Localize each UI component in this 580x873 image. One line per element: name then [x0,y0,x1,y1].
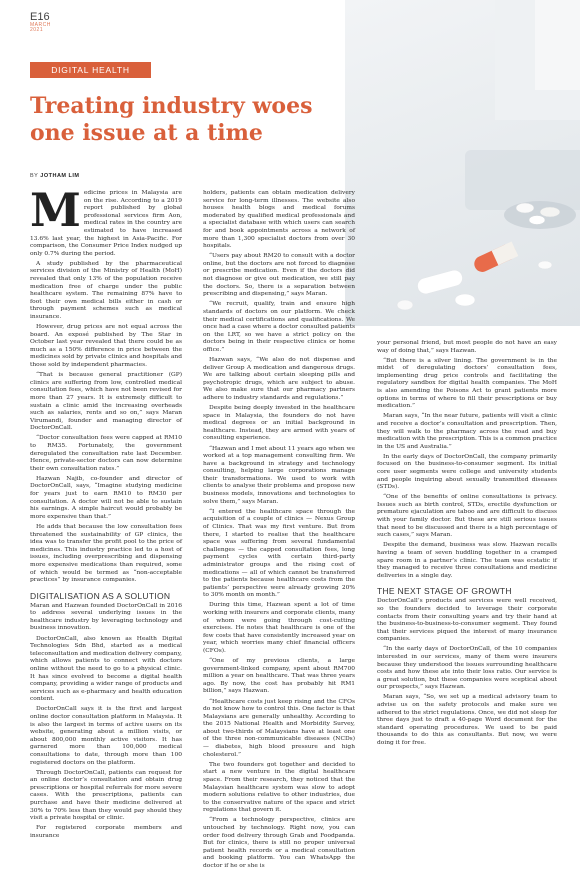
paragraph: A study published by the pharmaceutical services division of the Ministry of Health (MoH) revealed that only 13% of the population receive medication free of charge under the public healthcare system. The remaining 87% have to foot their own medical bills either in cash or through payment schemes such as medical insurance. [30,260,182,320]
paragraph: Maran says, “So, we set up a medical advisory team to advise us on the safety protocols and make sure we adhered to the strict regulations. Once, we did not sleep for three days just to draft a 40-page Word document for the standard operating procedures. We used to be paid thousands to do this as consultants. But now, we were doing it for free. [377,694,557,746]
dropcap: M [30,183,81,237]
issue-month: MARCH [30,22,51,28]
pills-illustration [345,0,580,326]
paragraph: “But there is a silver lining. The government is in the midst of deregulating doctors’ consultation fees, implementing drug price controls and facilitating the regulatory sandbox for digital health companies. The MoH is also amending the Poisons Act to grant patients more options in terms of where to fill their prescriptions or buy medication.” [377,357,557,410]
byline [30,173,80,179]
byline-prefix: BY [30,173,39,179]
paragraph: DoctorOnCall’s products and services were well received, so the founders decided to leverage their corporate contacts from their consulting years and try their hand at the business-to-business-to-consumer segment. They found that their services piqued the interest of many insurance companies. [377,598,557,643]
paragraph: “Doctor consultation fees were capped at RM10 to RM35. Fortunately, the government deregulated the consultation rate last December. Hence, private-sector doctors can now determine their own consultation rates.” [30,435,182,472]
paragraph: However, drug prices are not equal across the board. An exposé published by The Star in October last year revealed that there could be as much as a 150% difference in price between the medicines sold by private clinics and hospitals and those sold by independent pharmacies. [30,324,182,369]
article-column-3 [377,340,557,750]
paragraph: “We recruit, qualify, train and ensure high standards of doctors on our platform. We check their medical certifications and qualifications. We once had a case where a doctor consulted patients on the LRT, so we have a strict policy on the doctors being in their respective clinics or home office.” [203,301,355,353]
paragraph: Maran and Hazwan founded DoctorOnCall in 2016 to address several underlying issues in the healthcare industry by leveraging technology and business innovation. [30,602,182,632]
paragraph: During this time, Hazwan spent a lot of time working with insurers and corporate clients, many of whom were going through cost-cutting exercises. He notes that healthcare is one of the few costs that have consistently increased year on year, which worries many chief financial officers (CFOs). [203,602,355,654]
paragraph: holders, patients can obtain medication delivery service for long-term illnesses. The website also houses health blogs and medical forums moderated by qualified medical professionals and a specialist database with which users can search for and book appointments across a network of more than 1,300 specialist doctors from over 30 hospitals. [203,190,355,250]
subheading-next-stage: THE NEXT STAGE OF GROWTH [377,586,512,597]
paragraph: your personal friend, but most people do not have an easy way of doing that,” says Hazwan. [377,340,557,354]
paragraph: Hazwan says, “We also do not dispense and deliver Group A medication and dangerous drugs. We are talking about certain sleeping pills and psychotropic drugs, which are subject to abuse. We also make sure that our pharmacy partners adhere to industry standards and regulations.” [203,356,355,401]
headline: Treating industry woes one issue at a time [30,93,313,146]
paragraph: “In the early days of DoctorOnCall, of the 10 companies interested in our services, many of them were insurers because they understood the issues surrounding healthcare costs and how these ate into their loss ratio. Our service is a great solution, but these companies were sceptical about our prospects,” says Hazwan. [377,646,557,691]
page-header [30,12,51,33]
paragraph: For registered corporate members and insurance [30,825,182,839]
paragraph: “Healthcare costs just keep rising and the CFOs do not know how to control this. One factor is that Malaysians are generally unhealthy. According to the 2015 National Health and Morbidity Survey, about two-thirds of Malaysians have at least one of the three non-communicable diseases (NCDs) — diabetes, high blood pressure and high cholesterol.” [203,698,355,758]
byline-author: JOTHAM LIM [40,173,80,179]
paragraph: “From a technology perspective, clinics are untouched by technology. Right now, you can order food delivery through Grab and Foodpanda. But for clinics, there is still no proper universal patient health records or a medical consultation and booking platform. You can WhatsApp the doctor if he or she is [203,817,355,869]
paragraph: “I entered the healthcare space through the acquisition of a couple of clinics — Nexus Group of Clinics. That was my first venture. But from there, I started to realise that the healthcare space was suffering from several fundamental challenges — the capped consultation fees, long payment cycles with certain third-party administrator groups and the rising cost of medications — all of which cannot be transferred to the patients because healthcare costs from the patients’ perspective were already growing 20% to 30% month on month.” [203,508,355,599]
page-number: E16 [30,11,50,23]
paragraph: DoctorOnCall, also known as Health Digital Technologies Sdn Bhd, started as a medical teleconsultation and medication delivery company, which allows patients to connect with doctors online without the need to go to a physical clinic. It has since evolved to become a digital health company, providing a wider range of products and services such as e-pharmacy and health education content. [30,635,182,703]
paragraph: Despite the demand, business was slow. Hazwan recalls having a team of seven huddling together in a cramped spare room in a partner’s clinic. The team was ecstatic if they managed to receive three consultations and medicine deliveries in a single day. [377,542,557,579]
paragraph: The two founders got together and decided to start a new venture in the digital healthcare space. From their research, they noticed that the Malaysian healthcare system was slow to adopt modern solutions relative to other industries, due to the conservative nature of the space and strict regulations that govern it. [203,761,355,814]
paragraph: Despite being deeply invested in the healthcare space in Malaysia, the founders do not have medical degrees or an initial background in healthcare. Instead, they are armed with years of consulting experience. [203,405,355,442]
paragraph: DoctorOnCall says it is the first and largest online doctor consultation platform in Malaysia. It is also the largest in terms of active users on its website, generating about a million visits, or about 800,000 monthly active visitors. It has garnered more than 100,000 medical consultations to date, through more than 100 registered doctors on the platform. [30,706,182,766]
paragraph: Through DoctorOnCall, patients can request for an online doctor’s consultation and obtain drug prescriptions or hospital referrals for more severe cases. With the prescriptions, patients can purchase and have their medicine delivered at 30% to 70% less than they would pay should they visit a private hospital or clinic. [30,769,182,822]
paragraph: “One of the benefits of online consultations is privacy. Issues such as birth control, STDs, erectile dysfunction or premature ejaculation are taboo and are difficult to discuss with your family doctor. But these are still serious issues that need to be discussed and there is a high percentage of such cases,” says Maran. [377,494,557,539]
paragraph: “Users pay about RM20 to consult with a doctor online, but the doctors are not forced to diagnose or prescribe medication. Even if the doctors did not diagnose or give out medication, we still pay the doctors. So, there is a separation between prescribing and dispensing,” says Maran. [203,253,355,298]
paragraph: Maran says, “In the near future, patients will visit a clinic and receive a doctor’s consultation and prescription. Then, they will walk to the pharmacy across the road and buy medication with the prescription. This is a common practice in the US and Australia.” [377,413,558,450]
paragraph: Hazwan Najib, co-founder and director of DoctorOnCall, says, “Imagine studying medicine for years just to earn RM10 to RM30 per consultation. A doctor will not be able to sustain his earnings. A simple haircut would probably be more expensive than that.” [30,475,182,520]
issue-year: 2021 [30,27,44,33]
section-tag: DIGITAL HEALTH [30,62,151,78]
subheading-digitalisation: DIGITALISATION AS A SOLUTION [30,590,171,601]
article-column-1 [30,183,182,843]
paragraph: He adds that because the low consultation fees threatened the sustainability of GP clinics, the idea was to transfer the profit pool to the price of medicines. This industry practice led to a host of issues, including overprescribing and dispensing more expensive medications than required, some of which would be termed as “non-acceptable practices” by insurance companies. [30,523,182,584]
article-column-2 [203,190,355,873]
paragraph: In the early days of DoctorOnCall, the company primarily focused on the business-to-consumer segment. Its initial core user segments were college and university students and people inquiring about sexually transmitted diseases (STDs). [377,453,557,491]
paragraph: “One of my previous clients, a large government-linked company, spent about RM700 million a year on healthcare. That was three years ago. By now, the cost has probably hit RM1 billion,” says Hazwan. [203,658,355,695]
lead-paragraph: Medicine prices in Malaysia are on the rise. According to a 2019 report published by global professional services firm Aon, medical rates in the country are estimated to have increased 13.6% last year, the highest in Asia-Pacific. For comparison, the Consumer Price Index nudged up only 0.7% during the period. [30,183,182,257]
paragraph: “That is because general practitioner (GP) clinics are suffering from low, controlled medical consultation fees, which have not been revised for more than 27 years. It is extremely difficult to sustain a clinic amid the increasing overheads such as salaries, rents and so on,” says Maran Virumandi, founder and managing director of DoctorOnCall. [30,372,182,432]
hero-photo-pills [345,0,580,326]
paragraph: “Hazwan and I met about 11 years ago when we worked at a top management consulting firm. We have a background in strategy and technology consulting, helping large corporations manage their transformations. We used to work with clients to analyse their problems and propose new business models, innovations and technologies to solve them,” says Maran. [203,445,355,505]
